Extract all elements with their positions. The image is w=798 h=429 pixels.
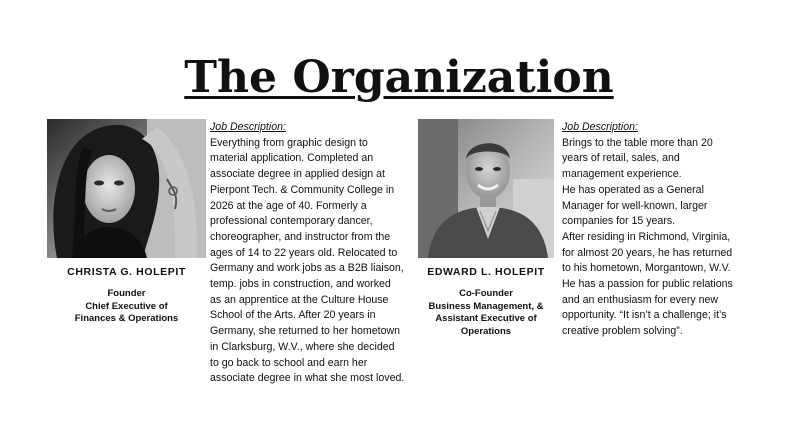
edward-description-line: management experience. bbox=[562, 168, 682, 181]
christa-description-line: Germany and work jobs as a B2B liaison, bbox=[210, 262, 404, 275]
christa-description-line: Everything from graphic design to bbox=[210, 136, 368, 149]
christa-info bbox=[47, 266, 206, 326]
edward-description-line: He has operated as a General bbox=[562, 183, 704, 196]
christa-description-line: material application. Completed an bbox=[210, 152, 374, 165]
edward-description-line: and an enthusiasm for every new bbox=[562, 293, 719, 306]
edward-description-line: years of retail, sales, and bbox=[562, 152, 680, 165]
christa-description-line: 2026 at the age of 40. Formerly a bbox=[210, 199, 367, 212]
christa-description-line: associate degree in applied design at bbox=[210, 168, 385, 181]
page-title: The Organization bbox=[184, 52, 614, 103]
christa-name: CHRISTA G. HOLEPIT bbox=[67, 266, 186, 278]
christa-portrait-photo bbox=[47, 119, 206, 258]
edward-description-line: Manager for well-known, larger bbox=[562, 199, 708, 212]
edward-job-description bbox=[562, 120, 762, 340]
christa-description-heading: Job Description: bbox=[210, 121, 286, 133]
edward-description-line: for almost 20 years, he has returned bbox=[562, 246, 733, 259]
edward-description-heading: Job Description: bbox=[562, 121, 638, 133]
christa-description-line: ages of 14 to 22 years old. Relocated to bbox=[210, 246, 398, 259]
christa-description-line: choreographer, and instructor from the bbox=[210, 230, 391, 243]
christa-description-line: professional contemporary dancer, bbox=[210, 215, 373, 228]
christa-role-line: Chief Executive of bbox=[85, 300, 168, 312]
edward-role-line: Business Management, & bbox=[428, 300, 544, 312]
christa-description-line: temp. jobs in construction, and worked bbox=[210, 278, 391, 291]
edward-role-line: Operations bbox=[460, 325, 512, 337]
edward-portrait-photo bbox=[418, 119, 554, 258]
christa-description-line: School of the Arts. After 20 years in bbox=[210, 309, 376, 322]
christa-description-line: Germany, she returned to her hometown bbox=[210, 325, 400, 338]
edward-description-line: Brings to the table more than 20 bbox=[562, 136, 713, 149]
edward-description-line: to his hometown, Morgantown, W.V. bbox=[562, 262, 731, 275]
christa-job-description bbox=[210, 120, 420, 387]
edward-description-line: After residing in Richmond, Virginia, bbox=[562, 230, 731, 243]
christa-description-line: as an apprentice at the Culture House bbox=[210, 293, 389, 306]
edward-name: EDWARD L. HOLEPIT bbox=[427, 266, 545, 278]
christa-role bbox=[47, 288, 206, 326]
christa-description-line: Pierpont Tech. & Community College in bbox=[210, 183, 395, 196]
edward-info bbox=[418, 266, 554, 338]
christa-role-line: Finances & Operations bbox=[74, 313, 179, 324]
edward-description-line: opportunity. “It isn’t a challenge; it’s bbox=[562, 309, 727, 322]
christa-description-line: to go back to school and earn her bbox=[210, 356, 368, 369]
christa-description-line: associate degree in what she most loved. bbox=[210, 372, 405, 385]
edward-role bbox=[418, 288, 554, 338]
christa-portrait-illustration bbox=[47, 119, 206, 258]
edward-role-line: Assistant Executive of bbox=[435, 313, 537, 324]
christa-role-line: Founder bbox=[107, 288, 146, 299]
edward-role-line: Co-Founder bbox=[459, 288, 513, 299]
christa-description-line: in Clarksburg, W.V., where she decided bbox=[210, 340, 395, 353]
edward-portrait-illustration bbox=[418, 119, 554, 258]
edward-description-line: companies for 15 years. bbox=[562, 215, 676, 228]
edward-description-line: creative problem solving”. bbox=[562, 325, 683, 338]
edward-description-line: He has a passion for public relations bbox=[562, 278, 733, 291]
